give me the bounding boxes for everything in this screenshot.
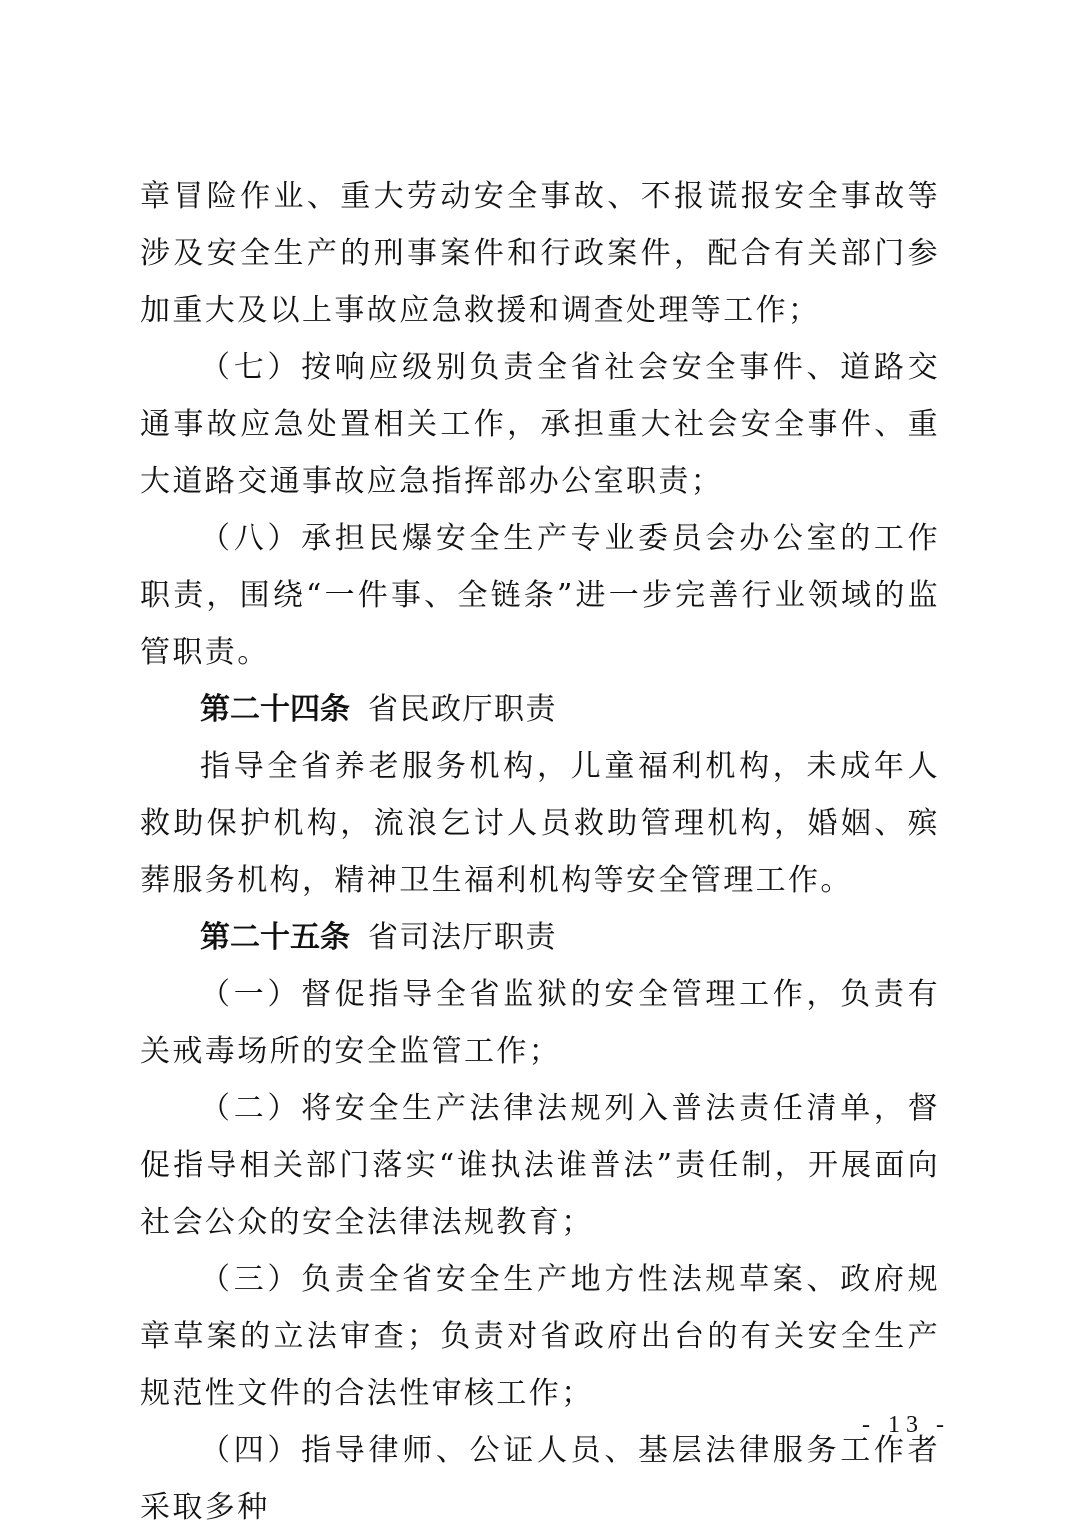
article-25-item-2: （二）将安全生产法律法规列入普法责任清单，督促指导相关部门落实“谁执法谁普法”责任制，开展面向社会公众的安全法律法规教育； (140, 1091, 940, 1240)
article-24-title: 省民政厅职责 (368, 692, 557, 727)
article-25-item-3: （三）负责全省安全生产地方性法规草案、政府规章草案的立法审查；负责对省政府出台的有关安全生产规范性文件的合法性审核工作； (140, 1262, 940, 1411)
document-body (140, 168, 940, 1536)
page-number: - 13 - (862, 1412, 950, 1438)
article-24-heading (140, 681, 940, 738)
article-25-item-1: （一）督促指导全省监狱的安全管理工作，负责有关戒毒场所的安全监管工作； (140, 977, 940, 1069)
paragraph-continuation: 章冒险作业、重大劳动安全事故、不报谎报安全事故等涉及安全生产的刑事案件和行政案件，配合有关部门参加重大及以上事故应急救援和调查处理等工作； (140, 179, 940, 328)
article-25-item-4: （四）指导律师、公证人员、基层法律服务工作者采取多种 (140, 1433, 940, 1525)
paragraph-item-7: （七）按响应级别负责全省社会安全事件、道路交通事故应急处置相关工作，承担重大社会安全事件、重大道路交通事故应急指挥部办公室职责； (140, 350, 940, 499)
article-25-heading (140, 909, 940, 966)
article-24-label: 第二十四条 (200, 692, 350, 727)
paragraph-item-8: （八）承担民爆安全生产专业委员会办公室的工作职责，围绕“一件事、全链条”进一步完善行业领域的监管职责。 (140, 521, 940, 670)
article-25-label: 第二十五条 (200, 920, 350, 955)
article-25-title: 省司法厅职责 (368, 920, 557, 955)
article-24-body: 指导全省养老服务机构，儿童福利机构，未成年人救助保护机构，流浪乞讨人员救助管理机构，婚姻、殡葬服务机构，精神卫生福利机构等安全管理工作。 (140, 749, 940, 898)
